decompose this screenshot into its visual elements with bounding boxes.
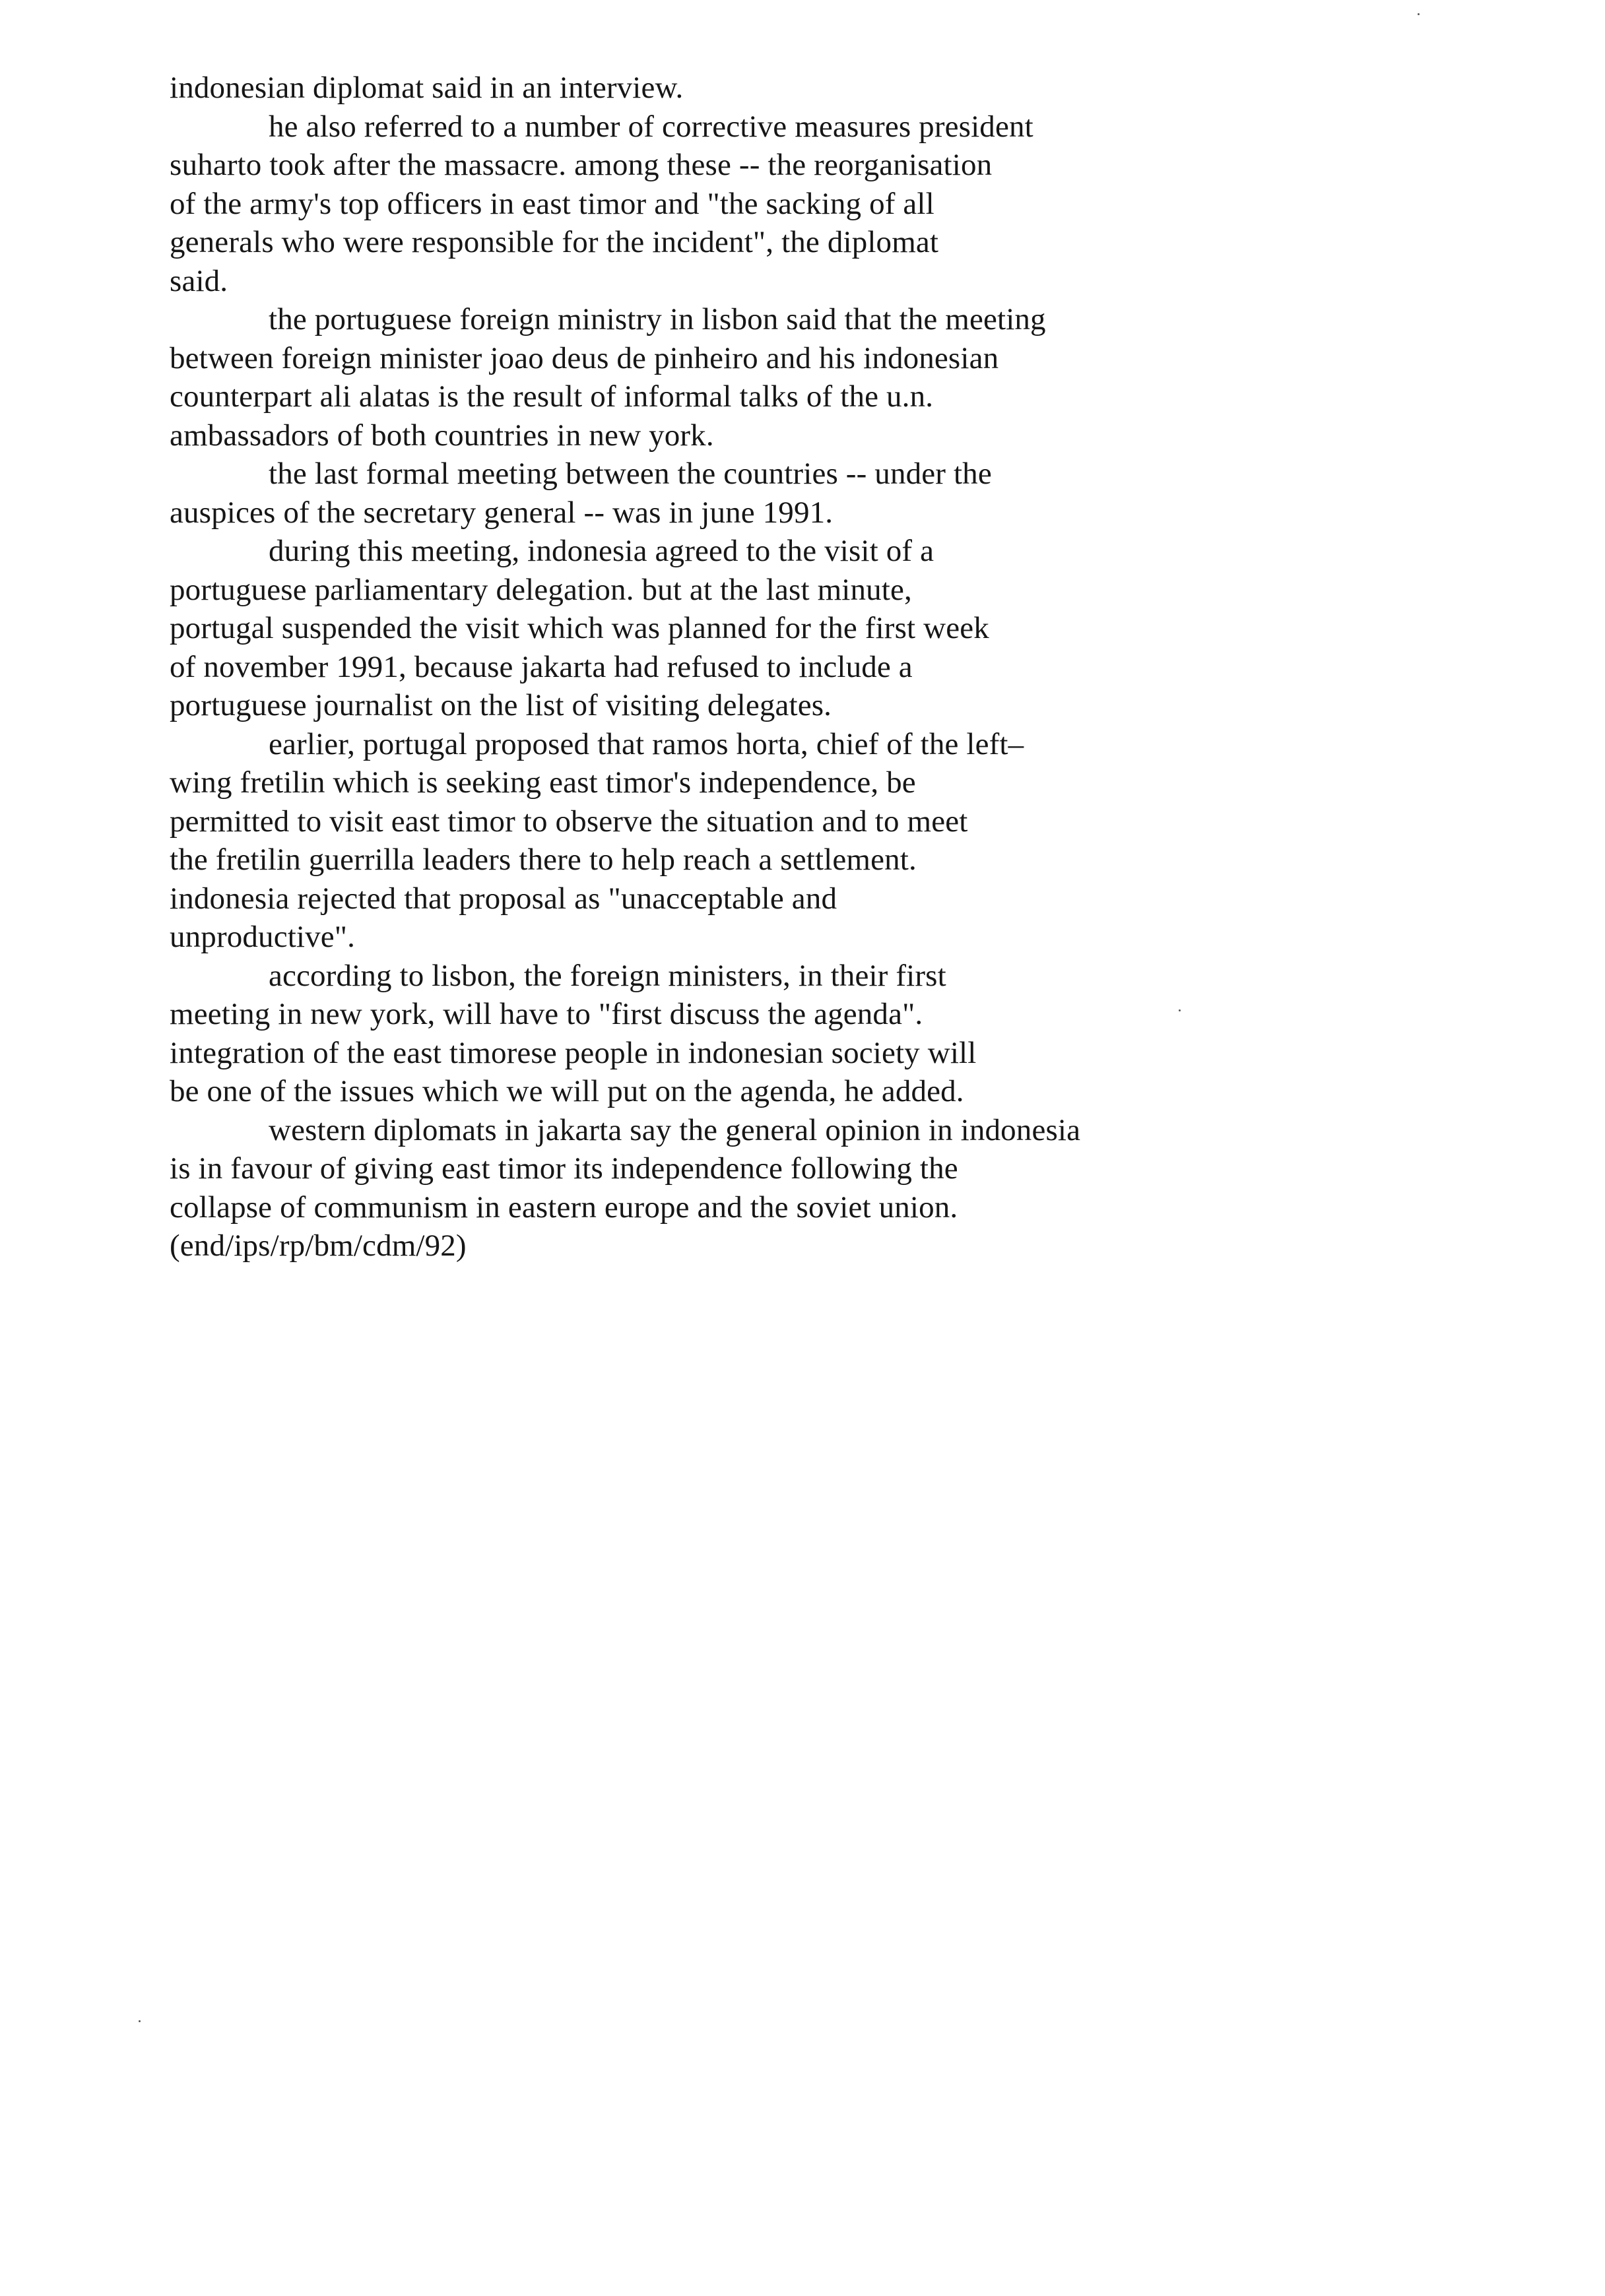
text-line: western diplomats in jakarta say the general opinion in indonesia bbox=[269, 1112, 1081, 1147]
article-body bbox=[170, 69, 1226, 1265]
text-line: suharto took after the massacre. among these -- the reorganisation bbox=[170, 148, 993, 182]
text-line: wing fretilin which is seeking east timor's independence, be bbox=[170, 765, 916, 800]
text-line: (end/ips/rp/bm/cdm/92) bbox=[170, 1228, 467, 1263]
text-line: the portuguese foreign ministry in lisbon said that the meeting bbox=[269, 302, 1046, 336]
text-line: during this meeting, indonesia agreed to the visit of a bbox=[269, 534, 934, 568]
text-line: he also referred to a number of corrective measures president bbox=[269, 109, 1033, 144]
text-line: ambassadors of both countries in new york. bbox=[170, 418, 714, 453]
text-line: of november 1991, because jakarta had refused to include a bbox=[170, 649, 913, 684]
text-line: between foreign minister joao deus de pinheiro and his indonesian bbox=[170, 340, 999, 375]
text-line: indonesian diplomat said in an interview. bbox=[170, 71, 684, 105]
text-line: portuguese parliamentary delegation. but at the last minute, bbox=[170, 572, 912, 607]
text-line: unproductive". bbox=[170, 920, 356, 954]
text-line: portugal suspended the visit which was planned for the first week bbox=[170, 611, 989, 645]
text-line: generals who were responsible for the incident", the diplomat bbox=[170, 225, 939, 259]
text-line: indonesia rejected that proposal as "unacceptable and bbox=[170, 881, 837, 916]
text-line: auspices of the secretary general -- was in june 1991. bbox=[170, 495, 834, 530]
scan-speck bbox=[1418, 13, 1420, 15]
text-line: according to lisbon, the foreign ministers, in their first bbox=[269, 958, 946, 993]
text-line: counterpart ali alatas is the result of informal talks of the u.n. bbox=[170, 379, 934, 414]
text-line: portuguese journalist on the list of visiting delegates. bbox=[170, 688, 832, 722]
scan-speck bbox=[1179, 1009, 1181, 1011]
text-line: is in favour of giving east timor its independence following the bbox=[170, 1151, 958, 1186]
text-line: integration of the east timorese people in indonesian society will bbox=[170, 1035, 977, 1070]
text-line: said. bbox=[170, 263, 228, 298]
text-line: of the army's top officers in east timor and "the sacking of all bbox=[170, 186, 934, 221]
text-line: meeting in new york, will have to "first discuss the agenda". bbox=[170, 997, 923, 1031]
text-line: the fretilin guerrilla leaders there to help reach a settlement. bbox=[170, 843, 917, 877]
text-line: the last formal meeting between the countries -- under the bbox=[269, 457, 992, 491]
scan-speck bbox=[139, 2020, 141, 2022]
text-line: permitted to visit east timor to observe the situation and to meet bbox=[170, 804, 968, 839]
text-line: be one of the issues which we will put on the agenda, he added. bbox=[170, 1074, 964, 1108]
text-line: collapse of communism in eastern europe and the soviet union. bbox=[170, 1190, 958, 1225]
text-line: earlier, portugal proposed that ramos horta, chief of the left– bbox=[269, 726, 1024, 761]
